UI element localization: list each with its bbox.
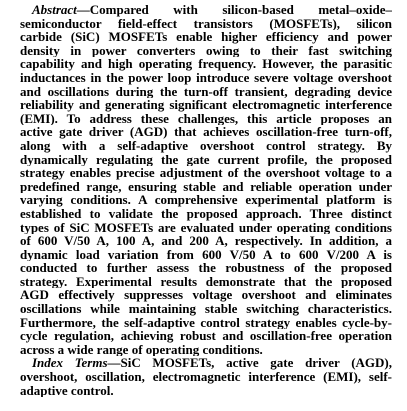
abstract-line: and oscillations during the turn-off transient, degrading device xyxy=(20,84,392,99)
abstract-line: semiconductor field-effect transistors (MOSFETs), silicon xyxy=(20,16,392,31)
abstract-line: capability and high operating frequency. However, the parasitic xyxy=(20,57,392,71)
abstract-line: conducted to further assess the robustness of the proposed xyxy=(20,261,392,275)
abstract-line-text: Compared with silicon-based metal–oxide– xyxy=(89,3,392,17)
abstract-line: across a wide range of operating conditions. xyxy=(20,342,263,357)
index-terms-line: overshoot, oscillation, electromagnetic interference (EMI), self- xyxy=(20,370,392,384)
abstract-paragraph xyxy=(20,3,392,356)
index-terms-line-text: SiC MOSFETs, active gate driver (AGD), xyxy=(120,356,392,371)
abstract-line: AGD effectively suppresses voltage overshoot and eliminates xyxy=(20,288,392,303)
index-terms-dash: — xyxy=(107,356,121,371)
abstract-line: active gate driver (AGD) that achieves oscillation-free turn-off, xyxy=(20,125,392,139)
abstract-line: types of SiC MOSFETs are evaluated under operating conditions xyxy=(20,220,392,235)
abstract-line: dynamic load variation from 600 V/50 A to 600 V/200 A is xyxy=(20,247,392,262)
index-terms-label: Index Terms xyxy=(32,356,108,371)
abstract-line: reliability and generating significant electromagnetic interference xyxy=(20,98,392,112)
abstract-dash: — xyxy=(76,3,90,17)
abstract-line: inductances in the power loop introduce severe voltage overshoot xyxy=(20,70,392,85)
abstract-line: carbide (SiC) MOSFETs enable higher efficiency and power xyxy=(20,30,392,44)
index-terms-line xyxy=(20,356,392,370)
abstract-line: strategy. Experimental results demonstrate that the proposed xyxy=(20,274,392,289)
abstract-line: along with a self-adaptive overshoot control strategy. By xyxy=(20,138,392,153)
index-terms-line: adaptive control. xyxy=(20,383,114,398)
abstract-label: Abstract xyxy=(32,3,77,17)
abstract-line: established to validate the proposed approach. Three distinct xyxy=(20,206,392,221)
paper-text-block xyxy=(20,3,392,397)
abstract-line: Furthermore, the self-adaptive control strategy enables cycle-by- xyxy=(20,315,392,330)
abstract-line xyxy=(20,3,392,17)
abstract-line: dynamically regulating the gate current profile, the proposed xyxy=(20,152,392,167)
abstract-line: predefined range, ensuring stable and reliable operation under xyxy=(20,179,392,194)
abstract-line: varying conditions. A comprehensive experimental platform is xyxy=(20,193,392,207)
abstract-line: (EMI). To address these challenges, this article proposes an xyxy=(20,111,392,126)
abstract-line: density in power converters owing to their fast switching xyxy=(20,43,392,58)
abstract-line: of 600 V/50 A, 100 A, and 200 A, respectively. In addition, a xyxy=(20,234,392,248)
abstract-line: cycle regulation, achieving robust and oscillation-free operation xyxy=(20,329,392,343)
abstract-line: oscillations while maintaining stable switching characteristics. xyxy=(20,302,392,316)
abstract-line: strategy enables precise adjustment of the overshoot voltage to a xyxy=(20,166,392,180)
index-terms-paragraph xyxy=(20,356,392,397)
